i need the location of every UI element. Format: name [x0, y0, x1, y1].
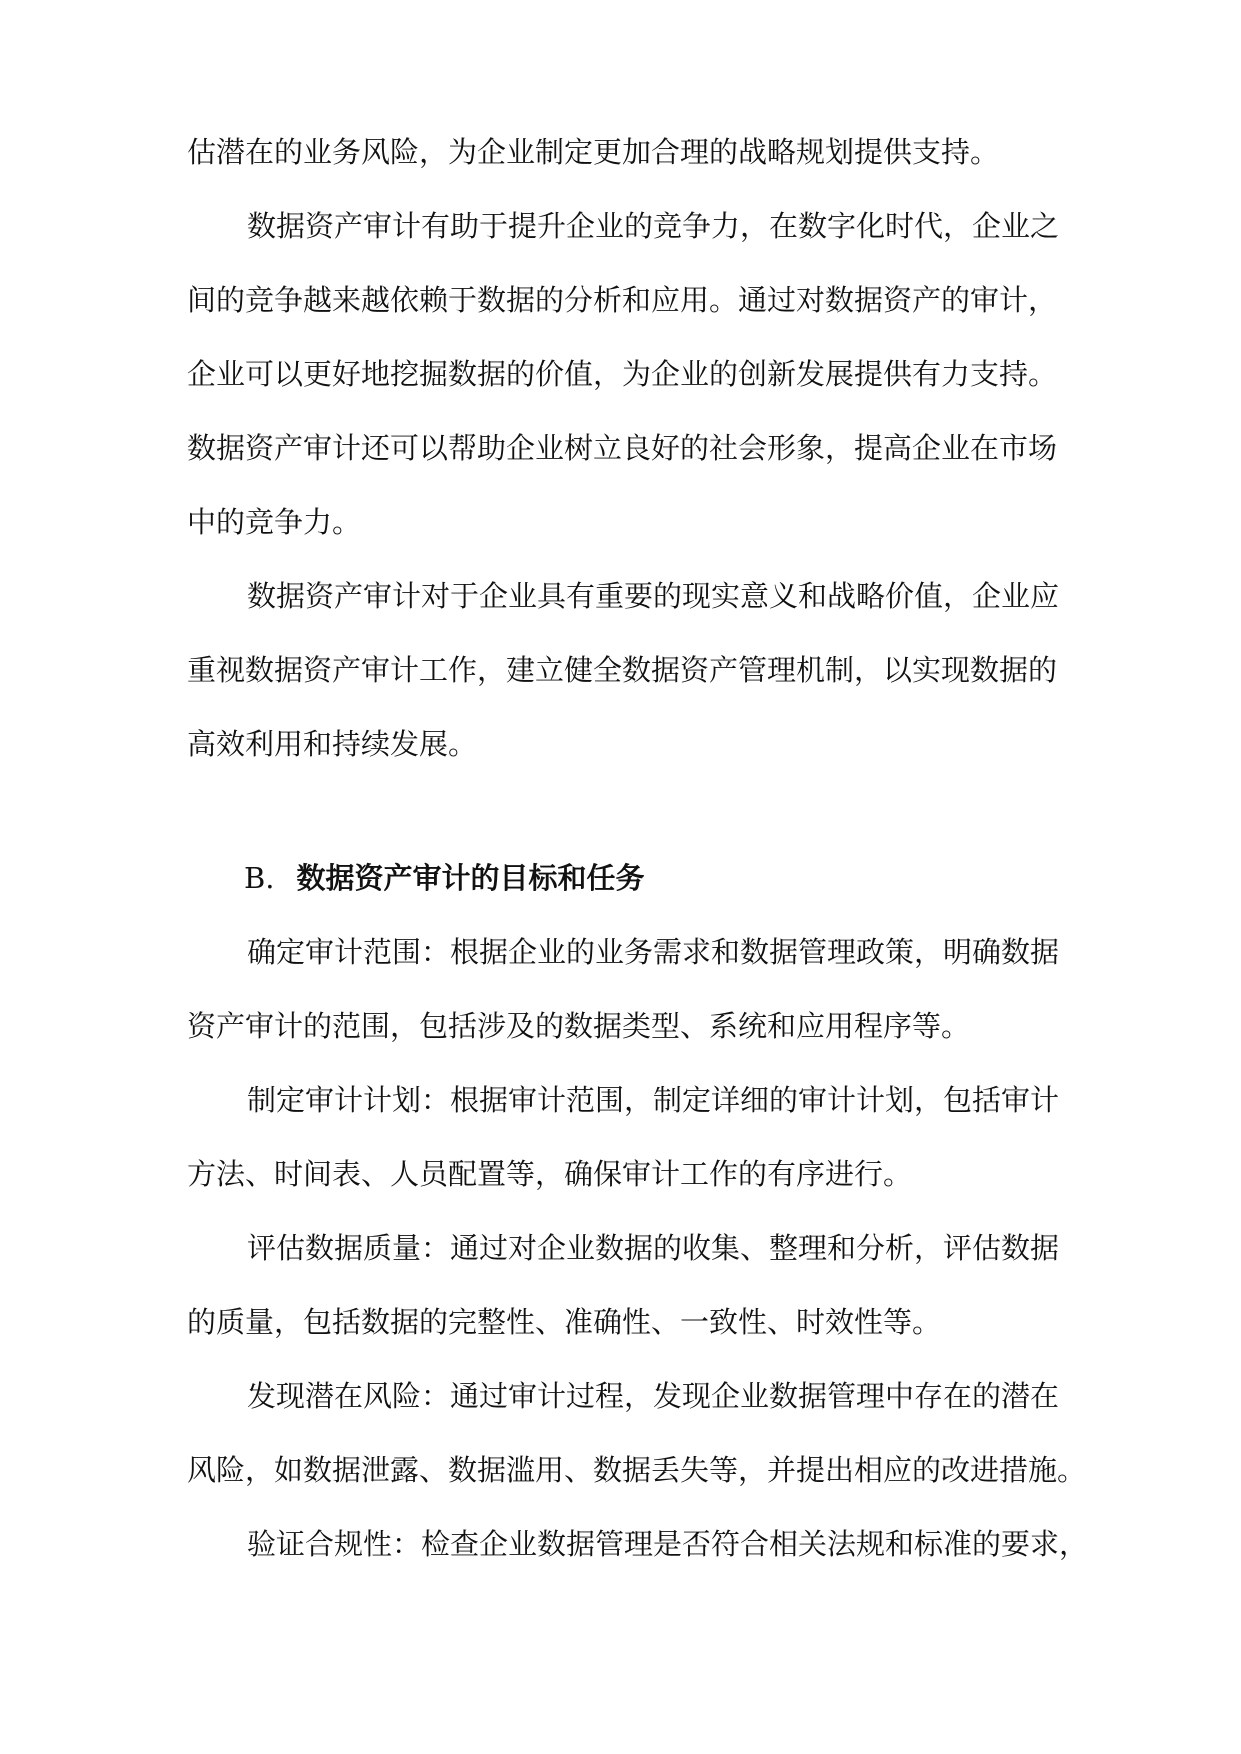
task-3-line-2: 的质量，包括数据的完整性、准确性、一致性、时效性等。 — [187, 1305, 942, 1339]
paragraph-3-line-3: 高效利用和持续发展。 — [187, 727, 478, 761]
paragraph-2-line-2: 间的竞争越来越依赖于数据的分析和应用。通过对数据资产的审计， — [187, 283, 1058, 317]
task-1-line-1: 确定审计范围：根据企业的业务需求和数据管理政策，明确数据 — [247, 935, 1060, 969]
section-title: 数据资产审计的目标和任务 — [296, 861, 645, 895]
task-1-line-2: 资产审计的范围，包括涉及的数据类型、系统和应用程序等。 — [187, 1009, 971, 1043]
paragraph-1-line-1: 估潜在的业务风险，为企业制定更加合理的战略规划提供支持。 — [187, 135, 1000, 169]
paragraph-2-line-5: 中的竞争力。 — [187, 505, 362, 539]
task-5-line-1: 验证合规性：检查企业数据管理是否符合相关法规和标准的要求， — [247, 1527, 1089, 1561]
paragraph-3-line-1: 数据资产审计对于企业具有重要的现实意义和战略价值，企业应 — [247, 579, 1060, 613]
task-4-line-1: 发现潜在风险：通过审计过程，发现企业数据管理中存在的潜在 — [247, 1379, 1060, 1413]
section-label: B. — [244, 861, 275, 895]
task-2-line-1: 制定审计计划：根据审计范围，制定详细的审计计划，包括审计 — [247, 1083, 1060, 1117]
task-3-line-1: 评估数据质量：通过对企业数据的收集、整理和分析，评估数据 — [247, 1231, 1060, 1265]
paragraph-2-line-1: 数据资产审计有助于提升企业的竞争力，在数字化时代，企业之 — [247, 209, 1060, 243]
paragraph-2-line-4: 数据资产审计还可以帮助企业树立良好的社会形象，提高企业在市场 — [187, 431, 1058, 465]
paragraph-3-line-2: 重视数据资产审计工作，建立健全数据资产管理机制，以实现数据的 — [187, 653, 1058, 687]
task-2-line-2: 方法、时间表、人员配置等，确保审计工作的有序进行。 — [187, 1157, 913, 1191]
task-4-line-2: 风险，如数据泄露、数据滥用、数据丢失等，并提出相应的改进措施。 — [187, 1453, 1087, 1487]
section-heading — [244, 858, 645, 898]
paragraph-2-line-3: 企业可以更好地挖掘数据的价值，为企业的创新发展提供有力支持。 — [187, 357, 1058, 391]
